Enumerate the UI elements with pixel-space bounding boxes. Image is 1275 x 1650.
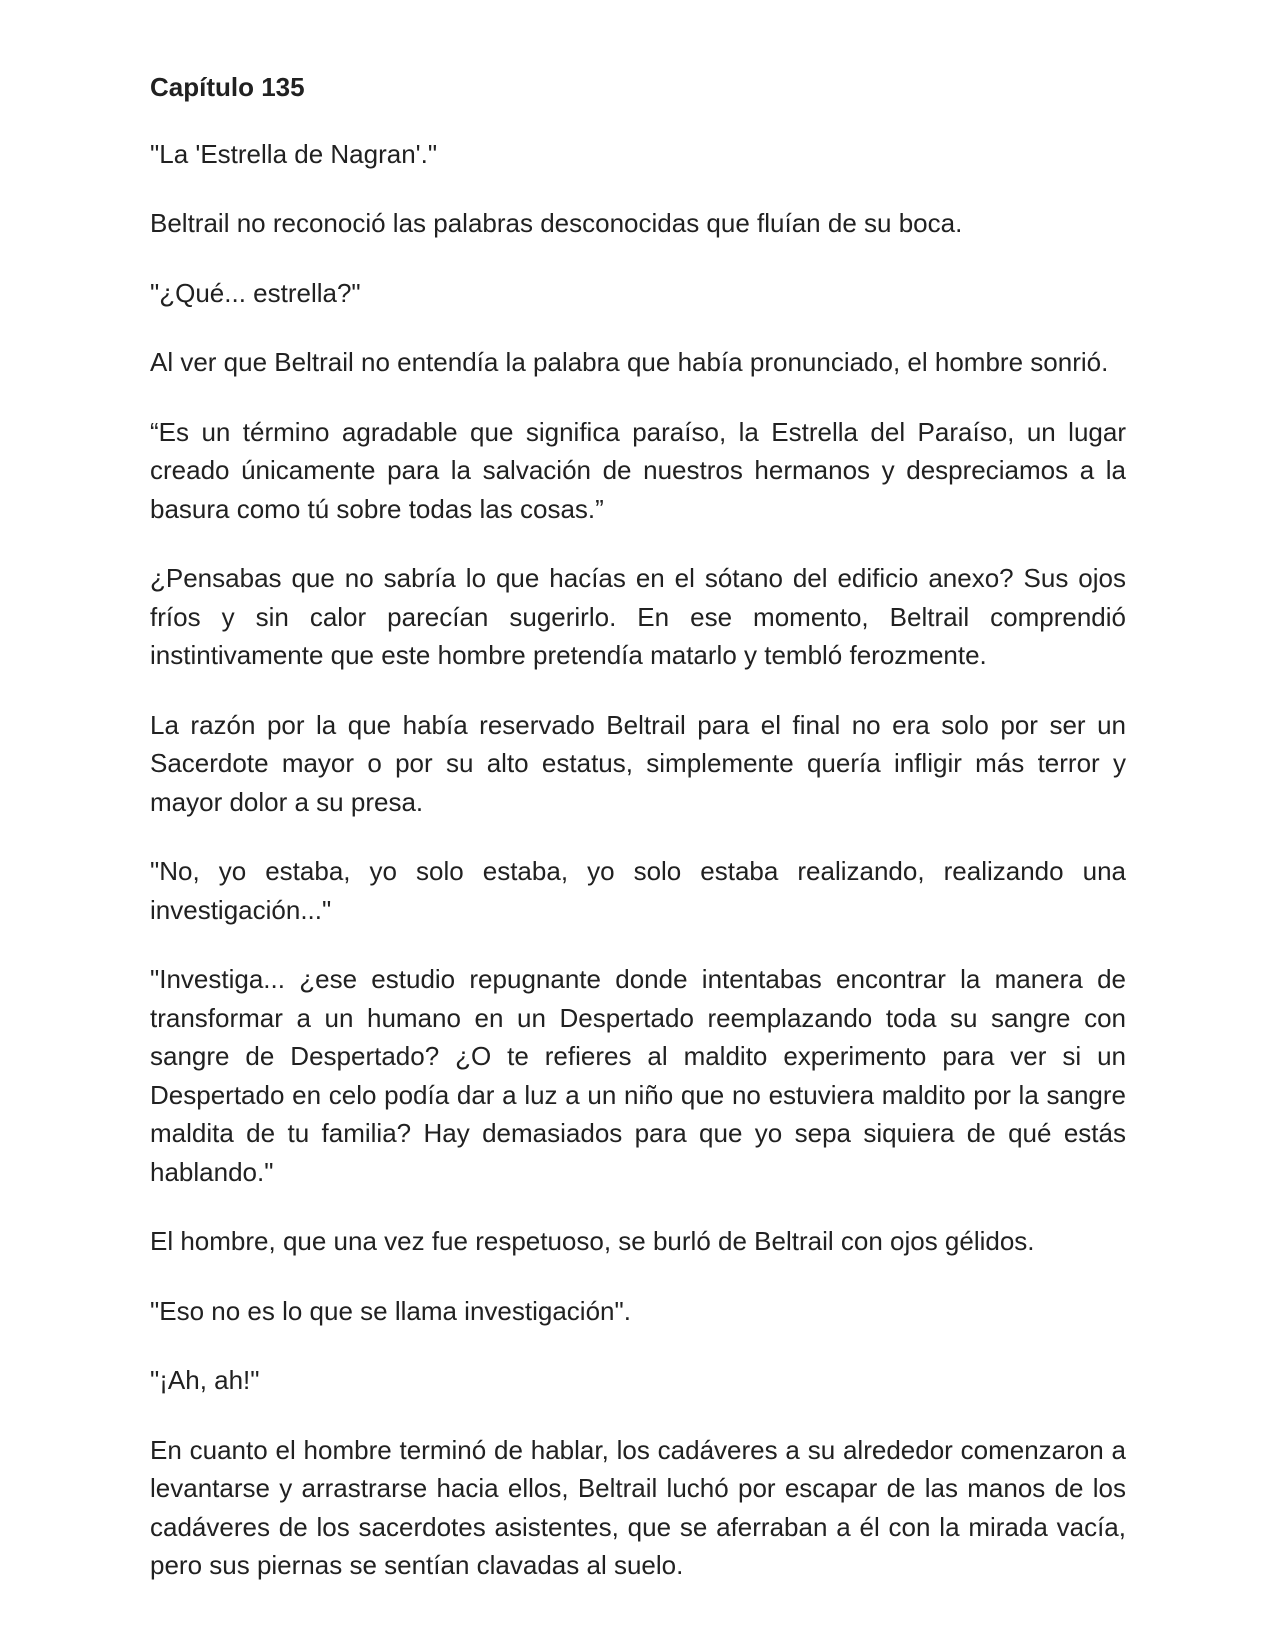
paragraph: "La 'Estrella de Nagran'." [150,138,438,169]
paragraph: "Eso no es lo que se llama investigación". [150,1295,631,1326]
paragraph: "¡Ah, ah!" [150,1365,260,1395]
paragraph: ¿Pensabas que no sabría lo que hacías en el sótano del edificio anexo? Sus ojos fríos y sin calor parecían sugerirlo. En ese momento, Beltrail comprendió instintivamente que este hombre pretendía matarlo y tembló ferozmente. [150,563,1126,670]
paragraph: "Investiga... ¿ese estudio repugnante donde intentabas encontrar la manera de transformar a un humano en un Despertado reemplazando toda su sangre con sangre de Despertado? ¿O te refieres al maldito experimento para ver si un Despertado en celo podía dar a luz a un niño que no estuviera maldito por la sangre maldita de tu familia? Hay demasiados para que yo sepa siquiera de qué estás hablando." [150,964,1126,1187]
paragraph: Beltrail no reconoció las palabras desconocidas que fluían de su boca. [150,208,963,238]
paragraph: La razón por la que había reservado Beltrail para el final no era solo por ser un Sacerdote mayor o por su alto estatus, simplemente quería infligir más terror y mayor dolor a su presa. [150,709,1126,817]
document-page [150,68,1126,1616]
chapter-title: Capítulo 135 [150,72,305,102]
paragraph: “Es un término agradable que significa paraíso, la Estrella del Paraíso, un lugar creado únicamente para la salvación de nuestros hermanos y despreciamos a la basura como tú sobre todas las cosas.” [150,416,1126,524]
paragraph: En cuanto el hombre terminó de hablar, los cadáveres a su alrededor comenzaron a levantarse y arrastrarse hacia ellos, Beltrail luchó por escapar de las manos de los cadáveres de los sacerdotes asistentes, que se aferraban a él con la mirada vacía, pero sus piernas se sentían clavadas al suelo. [150,1434,1126,1580]
paragraph: El hombre, que una vez fue respetuoso, se burló de Beltrail con ojos gélidos. [150,1226,1035,1256]
paragraph: Al ver que Beltrail no entendía la palabra que había pronunciado, el hombre sonrió. [150,347,1109,377]
paragraph: "¿Qué... estrella?" [150,277,361,308]
paragraph: "No, yo estaba, yo solo estaba, yo solo estaba realizando, realizando una investigación..." [150,856,1126,925]
